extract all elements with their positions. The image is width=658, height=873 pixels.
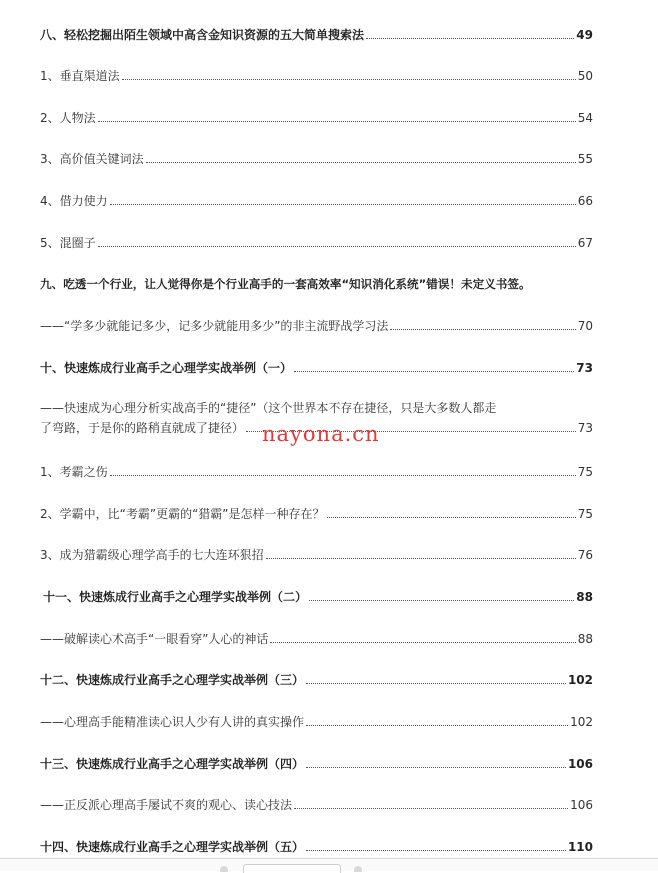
- leader-dots: [146, 162, 576, 163]
- toc-title: ——正反派心理高手屡试不爽的观心、读心技法: [40, 798, 293, 812]
- watermark-text: nayona.cn: [262, 422, 380, 446]
- toc-page: 73: [577, 421, 593, 435]
- toc-title: 1、考霸之伤: [40, 465, 108, 479]
- toc-title-line2: 了弯路，于是你的路稍直就成了捷径）: [40, 421, 245, 435]
- toc-entry[interactable]: [40, 276, 640, 292]
- toc-page: 75: [577, 465, 593, 479]
- toc-page: 70: [577, 319, 593, 333]
- toc-entry[interactable]: [40, 360, 593, 376]
- toc-title: 3、成为猎霸级心理学高手的七大连环狠招: [40, 548, 264, 562]
- toc-page: 66: [577, 194, 593, 208]
- toc-title: 3、高价值关键词法: [40, 152, 144, 166]
- toc-entry[interactable]: [40, 672, 593, 688]
- toc-page: 75: [577, 507, 593, 521]
- toc-title: 1、垂直渠道法: [40, 69, 120, 83]
- toc-title: 十三、快速炼成行业高手之心理学实战举例（四）: [40, 757, 305, 771]
- toc-title: ——破解读心术高手“一眼看穿”人心的神话: [40, 632, 269, 646]
- toc-entry[interactable]: [40, 193, 593, 209]
- toc-page: 50: [577, 69, 593, 83]
- toc-title: 2、人物法: [40, 111, 96, 125]
- toc-entry[interactable]: [40, 68, 593, 84]
- toc-title: ——心理高手能精准读心识人少有人讲的真实操作: [40, 715, 305, 729]
- toc-title: 十二、快速炼成行业高手之心理学实战举例（三）: [40, 673, 305, 687]
- toc-entry[interactable]: [40, 756, 593, 772]
- leader-dots: [110, 475, 576, 476]
- toc-page: 55: [577, 152, 593, 166]
- toc-title-line1: ——快速成为心理分析实战高手的“捷径”（这个世界本不存在捷径，只是大多数人都走: [40, 401, 497, 415]
- toc-entry[interactable]: [40, 714, 593, 730]
- toc-entry[interactable]: [40, 151, 593, 167]
- leader-dots: [390, 329, 575, 330]
- leader-dots: [309, 600, 574, 601]
- toc-page: 49: [576, 28, 593, 42]
- toc-title: 十四、快速炼成行业高手之心理学实战举例（五）: [40, 840, 305, 854]
- toc-entry[interactable]: [40, 110, 593, 126]
- leader-dots: [306, 683, 566, 684]
- leader-dots: [294, 808, 568, 809]
- leader-dots: [306, 850, 566, 851]
- toc-page: 76: [577, 548, 593, 562]
- toc-page: 54: [577, 111, 593, 125]
- toc-page: 102: [570, 715, 593, 729]
- toc-entry[interactable]: [40, 797, 593, 813]
- leader-dots: [122, 79, 576, 80]
- toc-entry[interactable]: [40, 464, 593, 480]
- leader-dots: [266, 558, 576, 559]
- next-page-icon[interactable]: [354, 866, 362, 872]
- leader-dots: [366, 38, 574, 39]
- toc-page: 67: [577, 236, 593, 250]
- toc-title: ——“学多少就能记多少，记多少就能用多少”的非主流野战学习法: [40, 319, 389, 333]
- toc-entry[interactable]: [40, 631, 593, 647]
- leader-dots: [98, 246, 576, 247]
- toc-entry[interactable]: [40, 506, 593, 522]
- toc-page: 110: [567, 840, 593, 854]
- toc-entry[interactable]: [40, 27, 593, 43]
- toc-page: 106: [570, 798, 593, 812]
- toc-entry[interactable]: [43, 589, 593, 605]
- toc-entry[interactable]: [40, 318, 593, 334]
- toc-entry[interactable]: [40, 235, 593, 251]
- toc-title: 八、轻松挖掘出陌生领域中高含金知识资源的五大简单搜索法: [40, 28, 365, 42]
- toc-page: 106: [567, 757, 593, 771]
- toc-page: 102: [567, 673, 593, 687]
- toc-page: 88: [576, 590, 593, 604]
- leader-dots: [98, 121, 576, 122]
- leader-dots: [110, 204, 576, 205]
- toc-title: 2、学霸中，比“考霸”更霸的“猎霸”是怎样一种存在？: [40, 507, 325, 521]
- toc-entry[interactable]: [40, 839, 593, 855]
- leader-dots: [327, 517, 576, 518]
- prev-page-icon[interactable]: [220, 866, 228, 872]
- page-number-box[interactable]: [243, 864, 341, 873]
- toc-title: 十一、快速炼成行业高手之心理学实战举例（二）: [43, 590, 308, 604]
- toc-page: 73: [576, 361, 593, 375]
- leader-dots: [270, 642, 575, 643]
- leader-dots: [306, 767, 566, 768]
- leader-dots: [306, 725, 568, 726]
- toc-entry[interactable]: [40, 547, 593, 563]
- toc-page: 88: [577, 632, 593, 646]
- toc-title: 5、混圈子: [40, 236, 96, 250]
- toc-title: 4、借力使力: [40, 194, 108, 208]
- leader-dots: [294, 371, 574, 372]
- toc-title: 十、快速炼成行业高手之心理学实战举例（一）: [40, 361, 293, 375]
- toc-title: 九、吃透一个行业，让人觉得你是个行业高手的一套高效率“知识消化系统”错误！未定义书签。: [40, 277, 531, 291]
